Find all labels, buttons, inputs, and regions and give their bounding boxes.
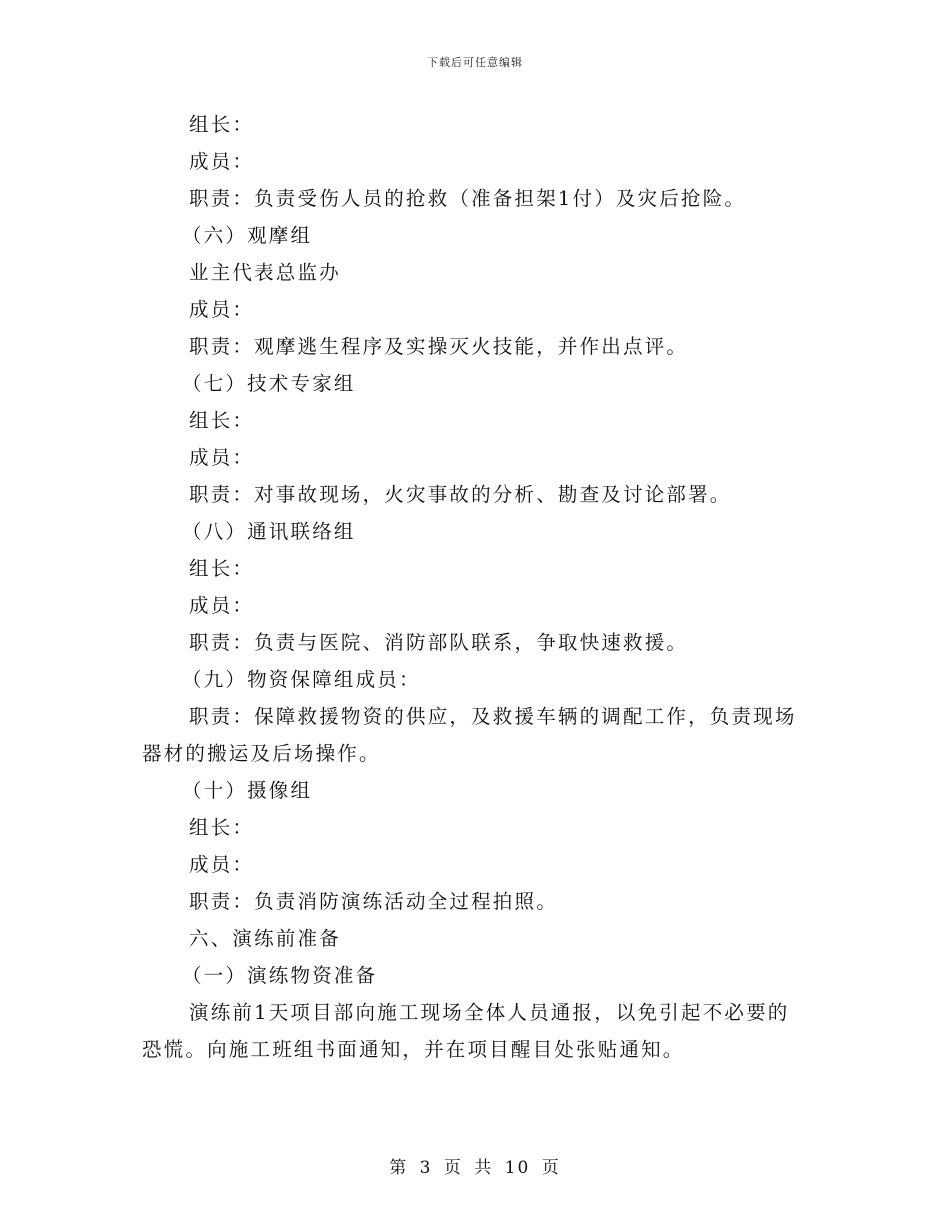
section-heading: （七）技术专家组 (182, 372, 356, 395)
section-heading: （九）物资保障组成员： (182, 668, 421, 691)
text-line: 组长： (189, 816, 255, 839)
text-line: 职责：负责消防演练活动全过程拍照。 (189, 890, 558, 913)
section-heading: （十）摄像组 (182, 779, 313, 802)
page-footer: 第 3 页 共 10 页 (389, 1158, 561, 1178)
text-line: 器材的搬运及后场操作。 (142, 742, 381, 765)
document-body (142, 106, 802, 1068)
section-heading: （六）观摩组 (182, 224, 313, 247)
text-line: 职责：保障救援物资的供应，及救援车辆的调配工作，负责现场 (189, 705, 797, 728)
text-line: 职责：负责与医院、消防部队联系，争取快速救援。 (189, 631, 689, 654)
text-line: 职责：观摩逃生程序及实操灭火技能，并作出点评。 (189, 335, 689, 358)
section-heading: （八）通讯联络组 (182, 520, 356, 543)
text-line: 成员： (189, 150, 255, 173)
text-line: 组长： (189, 557, 255, 580)
text-line: 职责：负责受伤人员的抢救（准备担架1付）及灾后抢险。 (189, 187, 747, 210)
text-line: 恐慌。向施工班组书面通知，并在项目醒目处张贴通知。 (142, 1038, 685, 1061)
text-line: 职责：对事故现场，火灾事故的分析、勘查及讨论部署。 (189, 483, 732, 506)
text-line: 成员： (189, 298, 255, 321)
text-line: 成员： (189, 853, 255, 876)
text-line: 业主代表总监办 (189, 261, 341, 284)
text-line: 成员： (189, 594, 255, 617)
page-header: 下载后可任意编辑 (427, 56, 523, 69)
section-heading: （一）演练物资准备 (182, 964, 378, 987)
text-line: 组长： (189, 409, 255, 432)
section-heading: 六、演练前准备 (189, 927, 341, 950)
text-line: 成员： (189, 446, 255, 469)
text-line: 演练前1天项目部向施工现场全体人员通报，以免引起不必要的 (189, 1001, 790, 1024)
text-line: 组长： (189, 113, 255, 136)
